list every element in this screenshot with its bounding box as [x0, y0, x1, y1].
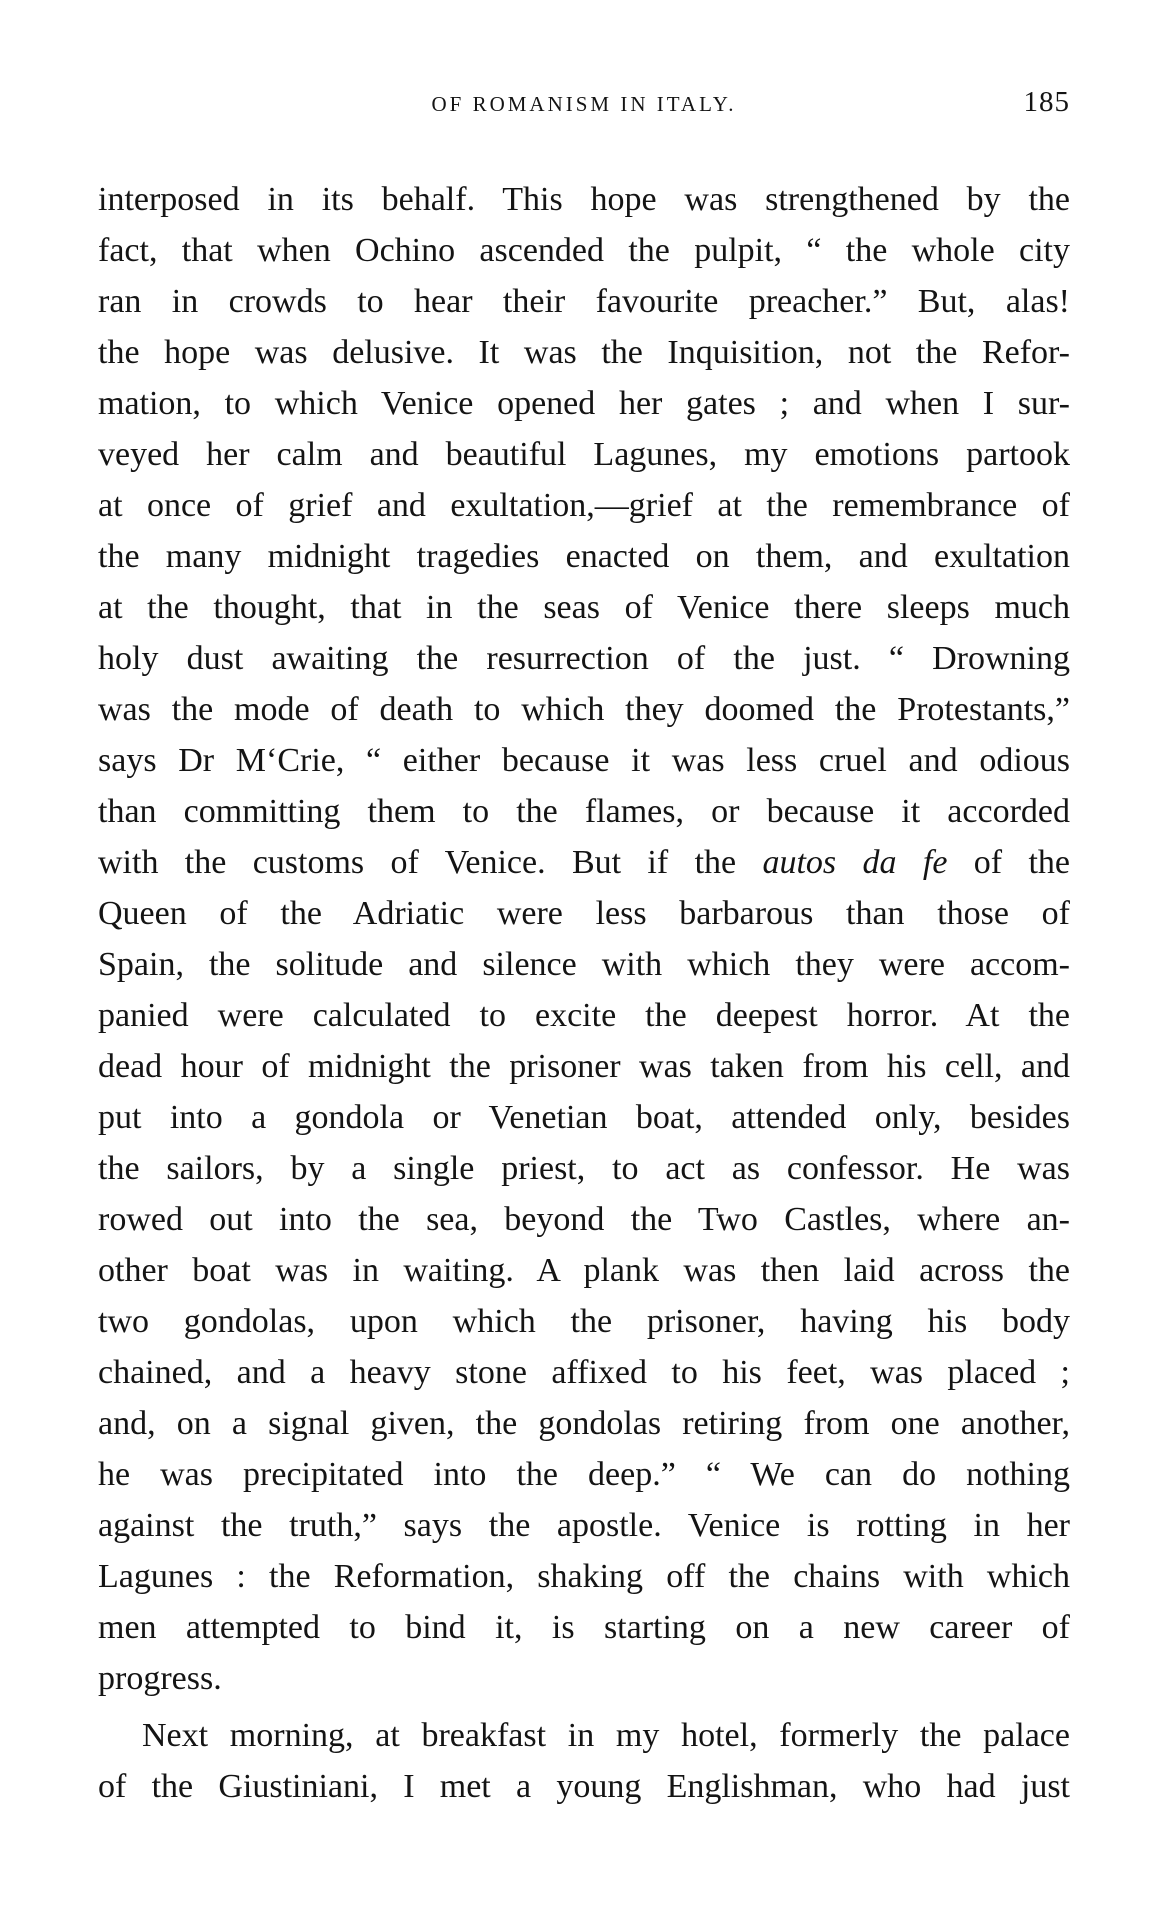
text-line: men attempted to bind it, is starting on a new career of: [98, 1609, 1070, 1646]
text-line: chained, and a heavy stone affixed to his feet, was placed ;: [98, 1354, 1070, 1391]
text-line: the sailors, by a single priest, to act as confessor. He was: [98, 1150, 1070, 1187]
page-number: 185: [1023, 86, 1070, 118]
text-line: he was precipitated into the deep.” “ We can do nothing: [98, 1456, 1070, 1493]
text-line: was the mode of death to which they doomed the Protestants,”: [98, 691, 1070, 728]
text-line: interposed in its behalf. This hope was strengthened by the: [98, 181, 1070, 218]
line-text-pre: with the customs of Venice. But if the: [98, 844, 763, 881]
text-line: Lagunes : the Reformation, shaking off the chains with which: [98, 1558, 1070, 1595]
text-line: progress.: [98, 1660, 222, 1697]
text-line: at the thought, that in the seas of Venice there sleeps much: [98, 589, 1070, 626]
line-text-post: of the: [947, 844, 1070, 881]
text-line: than committing them to the flames, or because it accorded: [98, 793, 1070, 830]
text-line: dead hour of midnight the prisoner was taken from his cell, and: [98, 1048, 1070, 1085]
text-line: the hope was delusive. It was the Inquisition, not the Refor-: [98, 334, 1070, 371]
paragraph-2: [98, 1710, 1070, 1812]
text-line: says Dr M‘Crie, “ either because it was less cruel and odious: [98, 742, 1070, 779]
text-line: of the Giustiniani, I met a young Englishman, who had just: [98, 1768, 1070, 1805]
body-text: [98, 174, 1070, 1812]
text-line: ran in crowds to hear their favourite preacher.” But, alas!: [98, 283, 1070, 320]
paragraph-1: [98, 174, 1070, 1704]
text-line: at once of grief and exultation,—grief at the remembrance of: [98, 487, 1070, 524]
text-line: and, on a signal given, the gondolas retiring from one another,: [98, 1405, 1070, 1442]
text-line: veyed her calm and beautiful Lagunes, my emotions partook: [98, 436, 1070, 473]
text-line: against the truth,” says the apostle. Venice is rotting in her: [98, 1507, 1070, 1544]
text-line: put into a gondola or Venetian boat, attended only, besides: [98, 1099, 1070, 1136]
text-line: holy dust awaiting the resurrection of the just. “ Drowning: [98, 640, 1070, 677]
text-line: panied were calculated to excite the deepest horror. At the: [98, 997, 1070, 1034]
text-line: Queen of the Adriatic were less barbarous than those of: [98, 895, 1070, 932]
text-line: other boat was in waiting. A plank was then laid across the: [98, 1252, 1070, 1289]
text-line: the many midnight tragedies enacted on them, and exultation: [98, 538, 1070, 575]
text-line: two gondolas, upon which the prisoner, having his body: [98, 1303, 1070, 1340]
text-line: Spain, the solitude and silence with which they were accom-: [98, 946, 1070, 983]
italic-phrase: autos da fe: [762, 844, 948, 881]
running-head: [98, 86, 1070, 132]
text-line-with-italic: [98, 837, 1070, 888]
text-line: Next morning, at breakfast in my hotel, formerly the palace: [142, 1717, 1070, 1754]
text-line: mation, to which Venice opened her gates ; and when I sur-: [98, 385, 1070, 422]
running-title: OF ROMANISM IN ITALY.: [431, 92, 737, 116]
text-line: fact, that when Ochino ascended the pulpit, “ the whole city: [98, 232, 1070, 269]
text-line: rowed out into the sea, beyond the Two Castles, where an-: [98, 1201, 1070, 1238]
